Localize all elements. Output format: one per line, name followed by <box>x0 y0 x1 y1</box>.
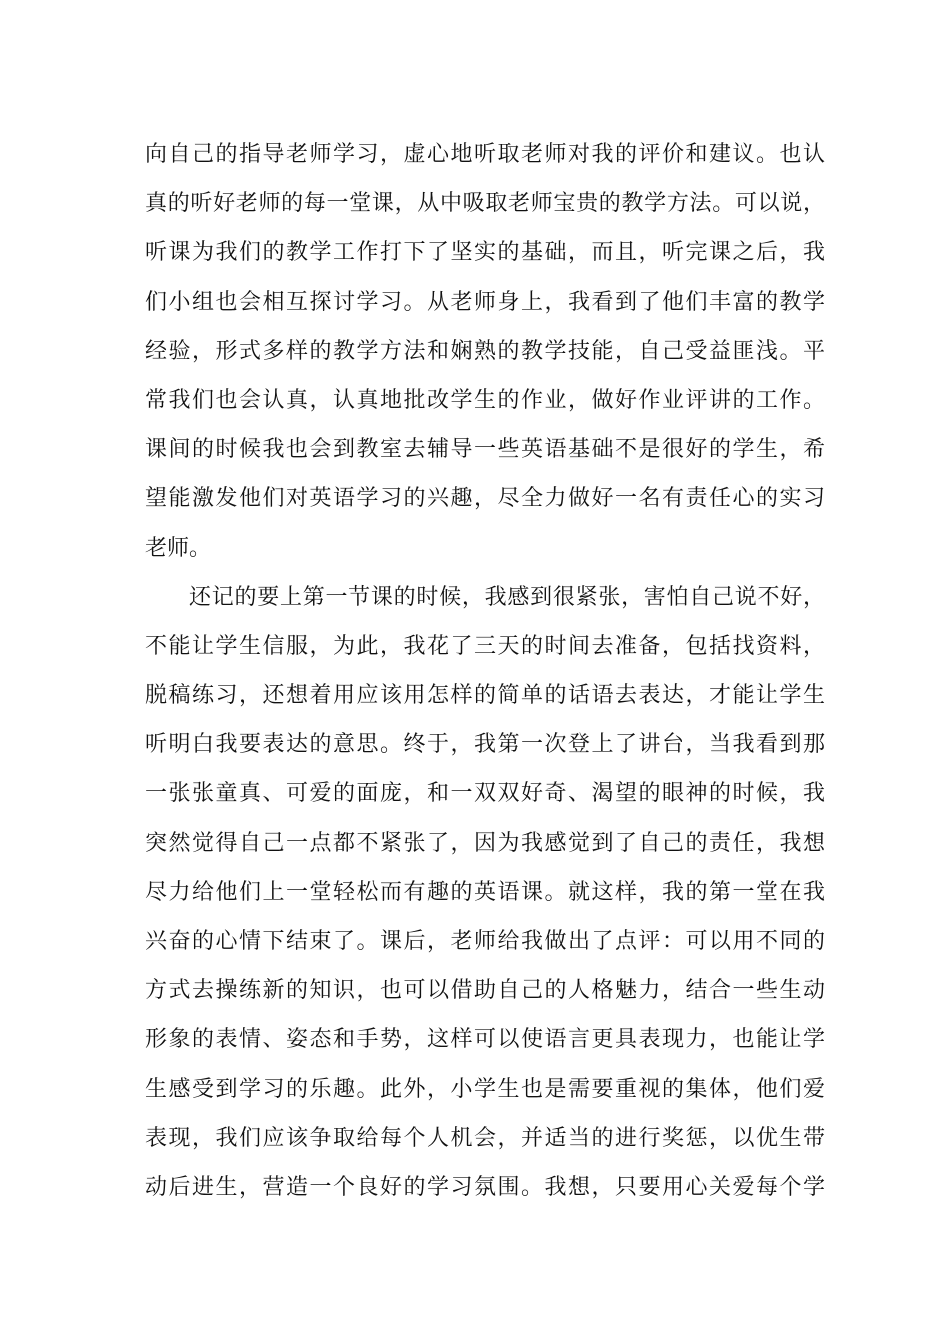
text-line: 形象的表情、姿态和手势，这样可以使语言更具表现力，也能让学 <box>145 1027 825 1053</box>
text-line: 真的听好老师的每一堂课，从中吸取老师宝贵的教学方法。可以说， <box>145 191 825 217</box>
text-line: 们小组也会相互探讨学习。从老师身上，我看到了他们丰富的教学 <box>145 289 825 315</box>
text-line: 老师。 <box>145 535 212 561</box>
text-line: 尽力给他们上一堂轻松而有趣的英语课。就这样，我的第一堂在我 <box>145 879 825 905</box>
text-line: 生感受到学习的乐趣。此外，小学生也是需要重视的集体，他们爱 <box>145 1076 825 1102</box>
text-line: 突然觉得自己一点都不紧张了，因为我感觉到了自己的责任，我想 <box>145 830 825 856</box>
text-line: 常我们也会认真，认真地批改学生的作业，做好作业评讲的工作。 <box>145 387 825 413</box>
text-line: 听明白我要表达的意思。终于，我第一次登上了讲台，当我看到那 <box>145 732 825 758</box>
text-line: 一张张童真、可爱的面庞，和一双双好奇、渴望的眼神的时候，我 <box>145 781 825 807</box>
text-line: 望能激发他们对英语学习的兴趣，尽全力做好一名有责任心的实习 <box>145 486 825 512</box>
text-line: 听课为我们的教学工作打下了坚实的基础，而且，听完课之后，我 <box>145 240 825 266</box>
body-text <box>145 130 825 1212</box>
text-line: 兴奋的心情下结束了。课后，老师给我做出了点评：可以用不同的 <box>145 929 825 954</box>
text-line: 表现，我们应该争取给每个人机会，并适当的进行奖惩，以优生带 <box>145 1125 825 1151</box>
text-line: 脱稿练习，还想着用应该用怎样的简单的话语去表达，才能让学生 <box>145 683 825 709</box>
text-line: 不能让学生信服，为此，我花了三天的时间去准备，包括找资料， <box>145 633 825 659</box>
text-line: 经验，形式多样的教学方法和娴熟的教学技能，自己受益匪浅。平 <box>145 338 825 364</box>
text-line: 方式去操练新的知识，也可以借助自己的人格魅力，结合一些生动 <box>145 978 825 1004</box>
text-line: 向自己的指导老师学习，虚心地听取老师对我的评价和建议。也认 <box>145 142 825 167</box>
text-line: 动后进生，营造一个良好的学习氛围。我想，只要用心关爱每个学 <box>145 1174 825 1200</box>
paragraph-1 <box>145 130 825 573</box>
text-line: 课间的时候我也会到教室去辅导一些英语基础不是很好的学生，希 <box>145 437 825 463</box>
paragraph-2 <box>145 573 825 1212</box>
text-line: 还记的要上第一节课的时候，我感到很紧张，害怕自己说不好， <box>189 584 825 610</box>
